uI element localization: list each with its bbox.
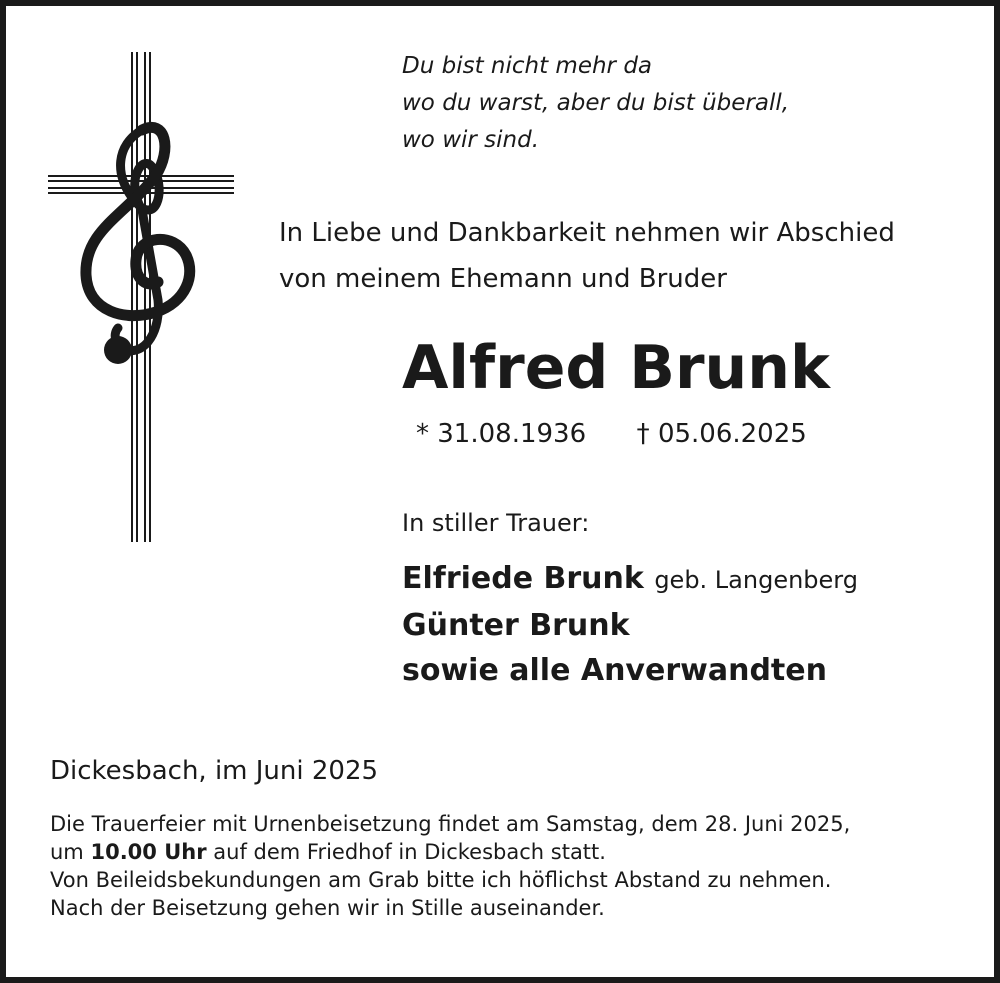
- death-symbol: †: [636, 419, 650, 449]
- poem-line: Du bist nicht mehr da: [402, 53, 653, 79]
- mourner-maiden-name: geb. Langenberg: [654, 566, 858, 594]
- birth-symbol: *: [416, 419, 429, 449]
- notice-line: [50, 838, 850, 866]
- life-dates: [416, 416, 807, 452]
- cross-treble-clef-icon: [46, 50, 236, 545]
- place-and-date: Dickesbach, im Juni 2025: [50, 756, 379, 786]
- memorial-poem: [402, 48, 789, 159]
- mourner-name: sowie alle Anverwandten: [402, 653, 827, 688]
- funeral-notice: [50, 810, 850, 922]
- funeral-time: 10.00 Uhr: [90, 840, 207, 864]
- birth-date: 31.08.1936: [437, 419, 587, 449]
- notice-line: Von Beileidsbekundungen am Grab bitte ich höflichst Abstand zu nehmen.: [50, 868, 832, 892]
- notice-time-suffix: auf dem Friedhof in Dickesbach statt.: [213, 840, 606, 864]
- mourner-item: [402, 648, 858, 693]
- poem-line: wo du warst, aber du bist überall,: [402, 90, 790, 116]
- mourners-list: [402, 556, 858, 693]
- mourning-label: In stiller Trauer:: [402, 509, 590, 537]
- intro-line: von meinem Ehemann und Bruder: [279, 264, 727, 294]
- mourner-name: Günter Brunk: [402, 608, 630, 643]
- mourner-item: [402, 556, 858, 603]
- farewell-intro: [279, 210, 895, 302]
- poem-line: wo wir sind.: [402, 127, 540, 153]
- notice-line: Die Trauerfeier mit Urnenbeisetzung findet am Samstag, dem 28. Juni 2025,: [50, 812, 851, 836]
- mourner-name: Elfriede Brunk: [402, 561, 644, 596]
- deceased-name: Alfred Brunk: [402, 333, 830, 403]
- intro-line: In Liebe und Dankbarkeit nehmen wir Abschied: [279, 218, 895, 248]
- notice-line: Nach der Beisetzung gehen wir in Stille auseinander.: [50, 896, 605, 920]
- death-date: 05.06.2025: [657, 419, 807, 449]
- notice-time-prefix: um: [50, 840, 84, 864]
- mourner-item: [402, 603, 858, 648]
